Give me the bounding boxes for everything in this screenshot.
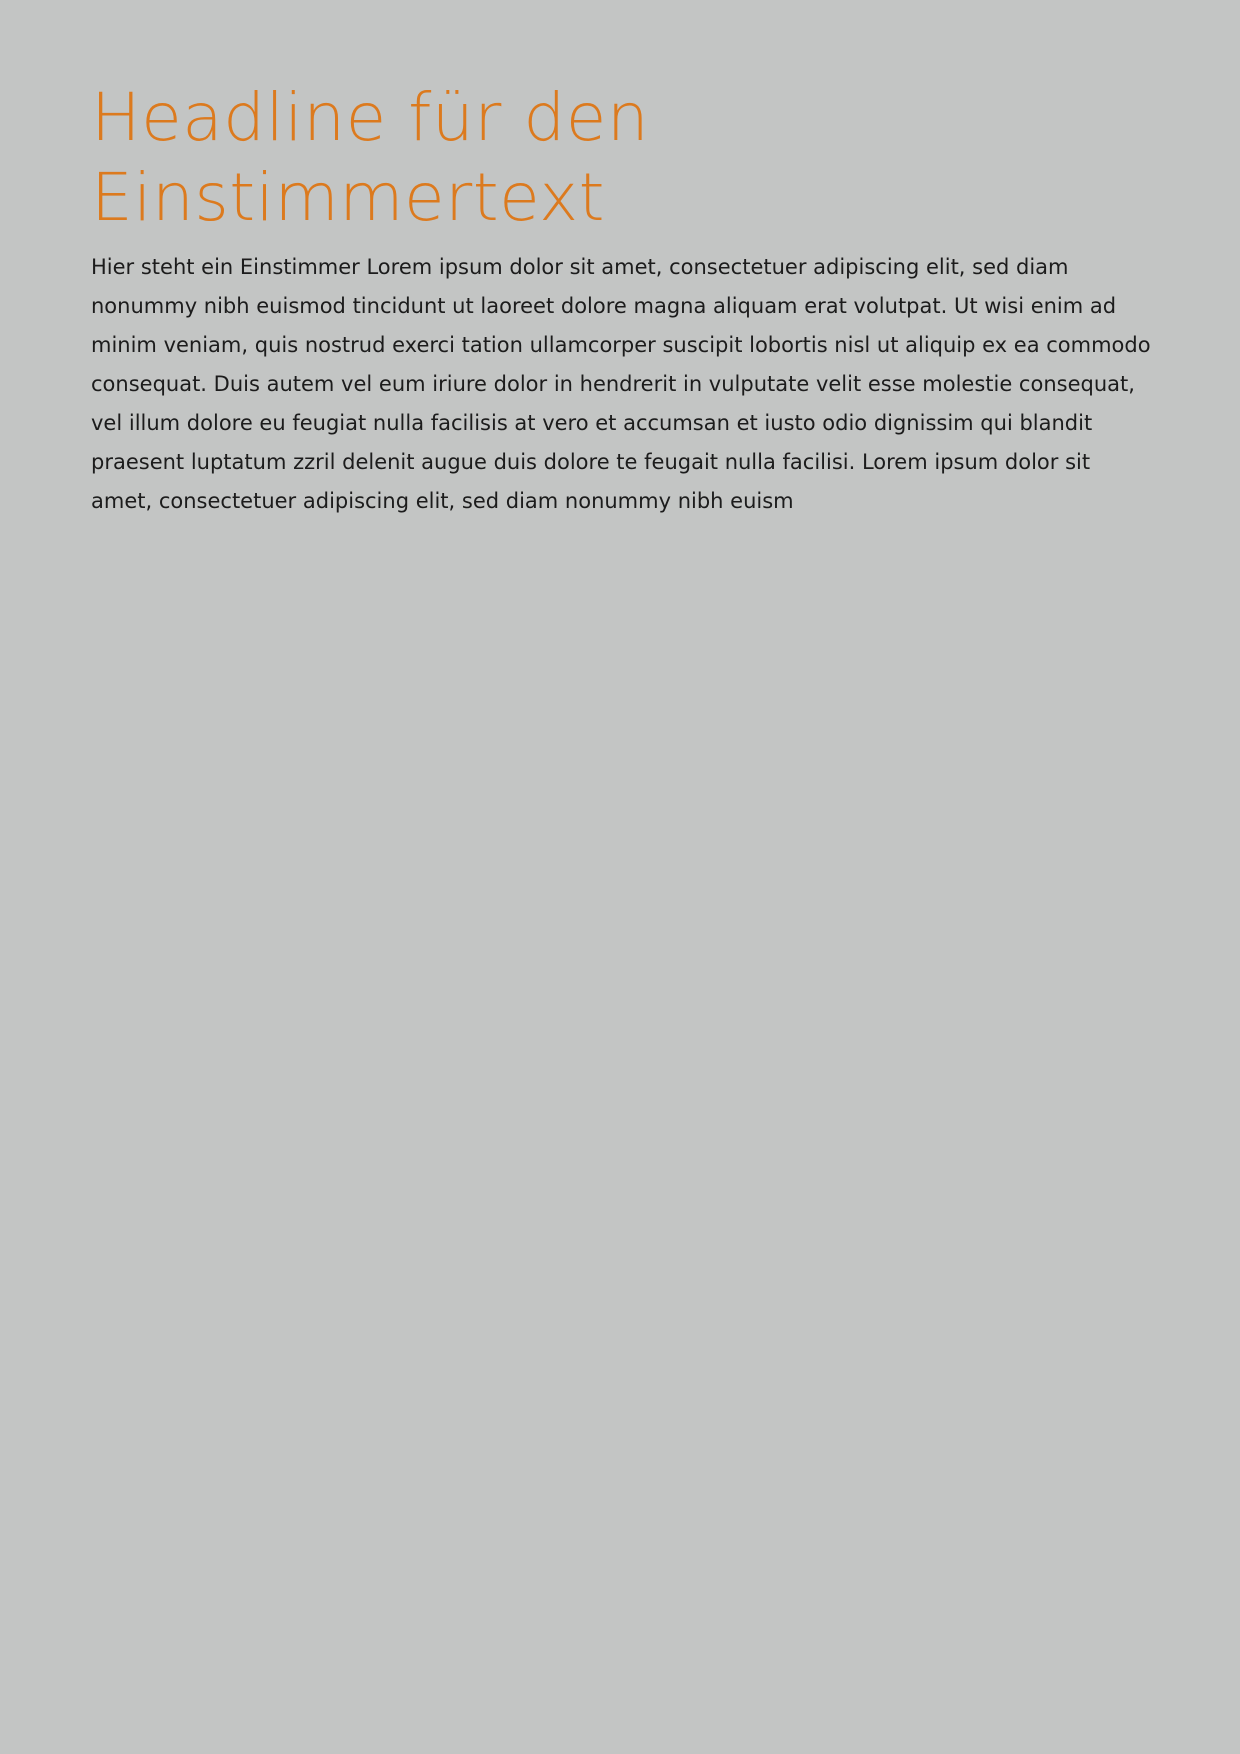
headline: Headline für den Einstimmertext [91, 79, 650, 236]
intro-paragraph: Hier steht ein Einstimmer Lorem ipsum dolor sit amet, consectetuer adipiscing elit, sed diam nonummy nibh euismod tincidunt ut laoreet dolore magna aliquam erat volutpat. Ut wisi enim ad minim veniam, quis nostrud exerci tation ullamcorper suscipit lobortis nisl ut aliquip ex ea commodo consequat. Duis autem vel eum iriure dolor in hendrerit in vulputate velit esse molestie consequat, vel illum dolore eu feugiat nulla facilisis at vero et accumsan et iusto odio dignissim qui blandit praesent luptatum zzril delenit augue duis dolore te feugait nulla facilisi. Lorem ipsum dolor sit amet, consectetuer adipiscing elit, sed diam nonummy nibh euism [91, 255, 1151, 513]
